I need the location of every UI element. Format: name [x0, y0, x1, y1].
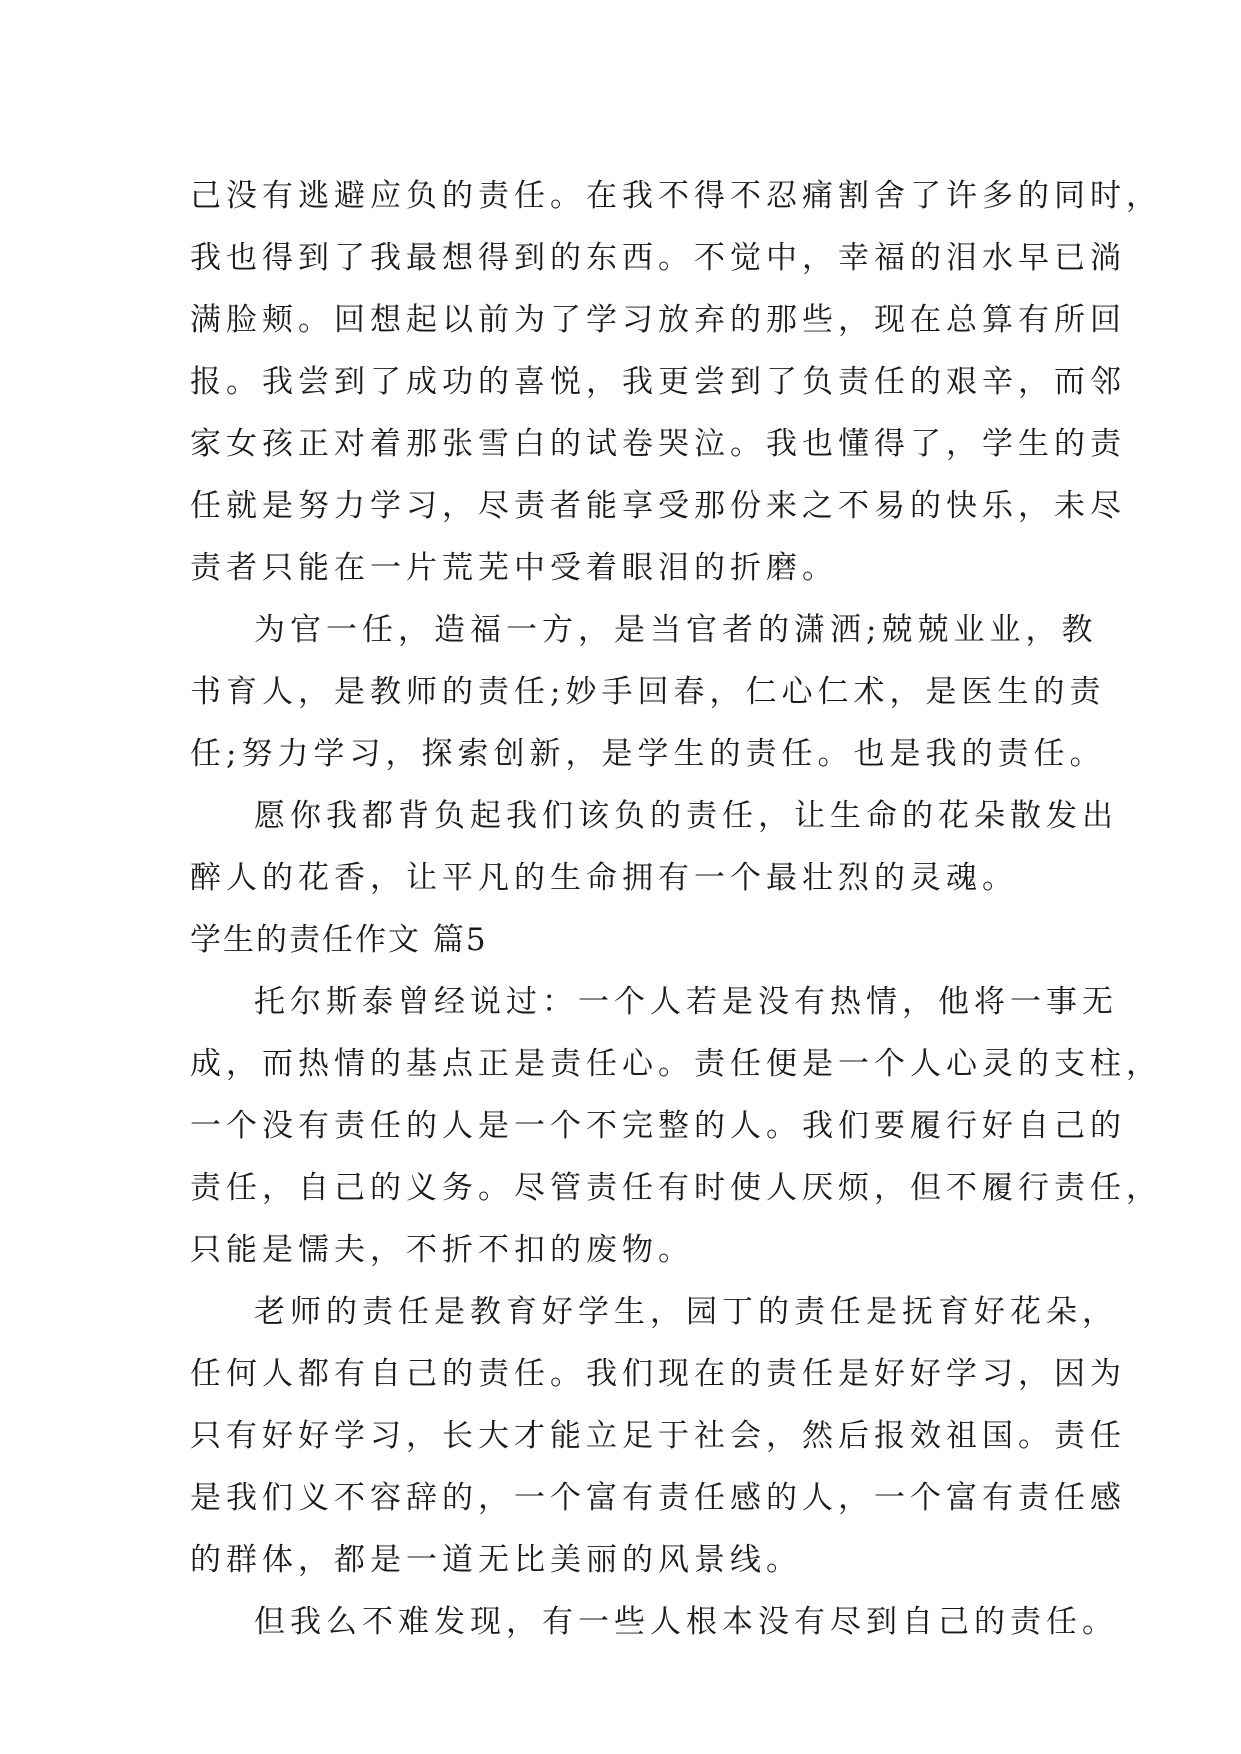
text-line: 但我么不难发现，有一些人根本没有尽到自己的责任。	[254, 1604, 1118, 1640]
text-line: 任何人都有自己的责任。我们现在的责任是好好学习，因为	[190, 1356, 1126, 1392]
text-line: 责任，自己的义务。尽管责任有时使人厌烦，但不履行责任，	[190, 1170, 1162, 1206]
text-line: 是我们义不容辞的，一个富有责任感的人，一个富有责任感	[190, 1480, 1126, 1516]
text-line: 我也得到了我最想得到的东西。不觉中，幸福的泪水早已淌	[190, 240, 1126, 276]
text-line: 老师的责任是教育好学生，园丁的责任是抚育好花朵，	[254, 1294, 1118, 1330]
text-line: 报。我尝到了成功的喜悦，我更尝到了负责任的艰辛，而邻	[190, 364, 1126, 400]
text-line: 任就是努力学习，尽责者能享受那份来之不易的快乐，未尽	[190, 488, 1126, 524]
text-line: 醉人的花香，让平凡的生命拥有一个最壮烈的灵魂。	[190, 860, 1018, 896]
text-line: 只有好好学习，长大才能立足于社会，然后报效祖国。责任	[190, 1418, 1126, 1454]
text-line: 责者只能在一片荒芜中受着眼泪的折磨。	[190, 550, 838, 586]
text-line: 任;努力学习，探索创新，是学生的责任。也是我的责任。	[190, 736, 1106, 772]
text-line: 愿你我都背负起我们该负的责任，让生命的花朵散发出	[254, 798, 1118, 834]
text-line: 成，而热情的基点正是责任心。责任便是一个人心灵的支柱，	[190, 1046, 1162, 1082]
document-body	[190, 165, 1162, 1653]
section-heading: 学生的责任作文 篇5	[190, 922, 488, 958]
text-line: 书育人，是教师的责任;妙手回春，仁心仁术，是医生的责	[190, 674, 1106, 710]
text-line: 己没有逃避应负的责任。在我不得不忍痛割舍了许多的同时，	[190, 178, 1162, 214]
text-line: 一个没有责任的人是一个不完整的人。我们要履行好自己的	[190, 1108, 1126, 1144]
text-line: 的群体，都是一道无比美丽的风景线。	[190, 1542, 802, 1578]
text-line: 托尔斯泰曾经说过：一个人若是没有热情，他将一事无	[254, 984, 1118, 1020]
text-line: 只能是懦夫，不折不扣的废物。	[190, 1232, 694, 1268]
text-line: 满脸颊。回想起以前为了学习放弃的那些，现在总算有所回	[190, 302, 1126, 338]
text-line: 为官一任，造福一方，是当官者的潇洒;兢兢业业，教	[254, 612, 1098, 648]
text-line: 家女孩正对着那张雪白的试卷哭泣。我也懂得了，学生的责	[190, 426, 1126, 462]
